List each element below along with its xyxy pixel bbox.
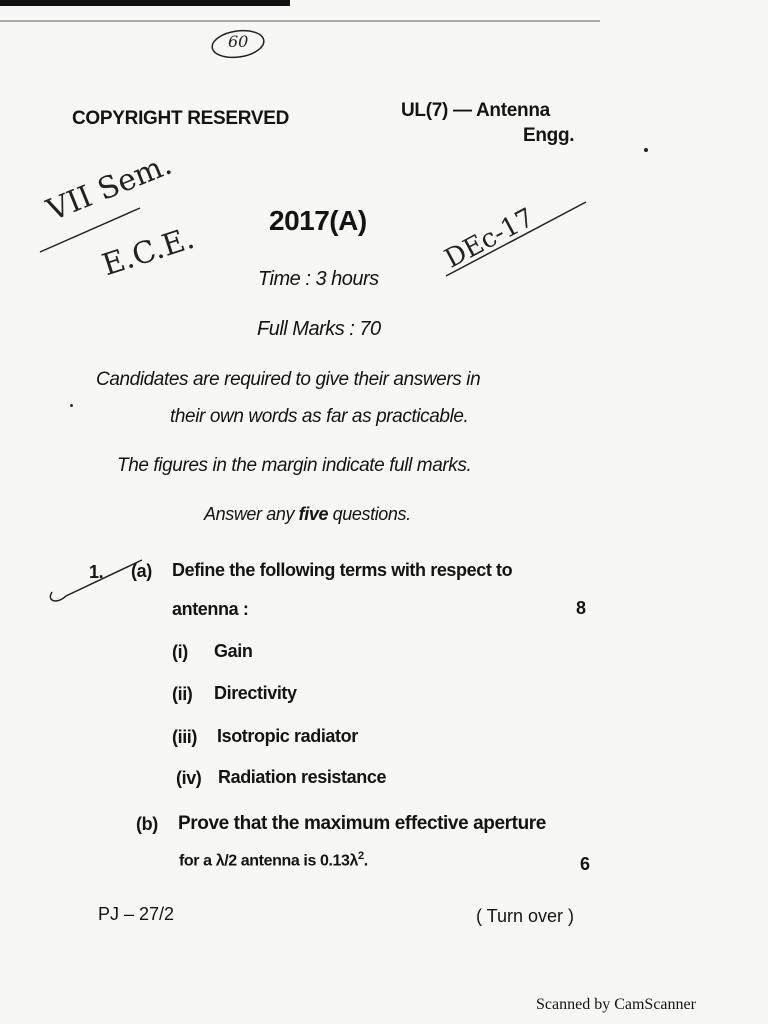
copyright-label: COPYRIGHT RESERVED [72, 108, 290, 129]
branch-note: E.C.E. [98, 220, 199, 284]
question-1a-item-1-num: (i) [172, 642, 188, 662]
exam-year: 2017(A) [269, 205, 367, 236]
question-1a-text-1: Define the following terms with respect to [172, 560, 513, 580]
question-1a-item-3-num: (iii) [172, 727, 197, 747]
question-1a-item-4-text: Radiation resistance [218, 767, 387, 787]
question-1a-marks: 8 [576, 598, 587, 618]
page-code: PJ – 27/2 [98, 904, 175, 924]
instruction-line-4-bold: five [298, 504, 329, 524]
instruction-line-4 [204, 504, 411, 525]
question-1-number: 1. [89, 562, 104, 582]
question-1b-label: (b) [136, 814, 158, 834]
date-underline [440, 196, 590, 282]
question-1b-marks: 6 [580, 854, 591, 874]
question-1b-text-2 [179, 850, 368, 870]
paper-subject-cont: Engg. [523, 125, 575, 146]
circled-number: 60 [228, 32, 249, 51]
question-1a-item-1-text: Gain [214, 641, 253, 661]
question-1a-item-2-text: Directivity [214, 683, 297, 703]
semester-note: VII Sem. [42, 146, 177, 229]
paper-code: UL(7) — Antenna [401, 100, 550, 121]
instruction-line-3: The figures in the margin indicate full marks. [117, 455, 472, 476]
question-1a-item-3-text: Isotropic radiator [217, 726, 358, 746]
question-1a-label: (a) [131, 561, 152, 581]
question-1a-text-2: antenna : [172, 599, 249, 619]
scan-speck [644, 148, 648, 152]
instruction-line-1: Candidates are required to give their answers in [96, 369, 481, 390]
exam-time: Time : 3 hours [258, 268, 379, 290]
instruction-line-4-pre: Answer any [204, 504, 299, 524]
question-1b-text-2-post: . [363, 852, 368, 870]
scan-edge-line [0, 20, 600, 22]
instruction-line-4-post: questions. [328, 504, 411, 524]
question-1b-text-2-sup: 2 [358, 850, 364, 862]
turn-over-label: ( Turn over ) [476, 906, 575, 926]
scanner-watermark: Scanned by CamScanner [536, 996, 696, 1013]
full-marks: Full Marks : 70 [257, 318, 381, 340]
scan-speck [70, 404, 73, 407]
date-note: DEc-17 [440, 202, 540, 275]
question-1b-text-1: Prove that the maximum effective aperture [178, 813, 546, 834]
scan-edge-bar [0, 0, 290, 6]
question-1a-item-4-num: (iv) [176, 768, 202, 788]
instruction-line-2: their own words as far as practicable. [170, 406, 469, 427]
question-1a-item-2-num: (ii) [172, 684, 193, 704]
question-1b-text-2-pre: for a λ/2 antenna is 0.13λ [179, 852, 359, 870]
